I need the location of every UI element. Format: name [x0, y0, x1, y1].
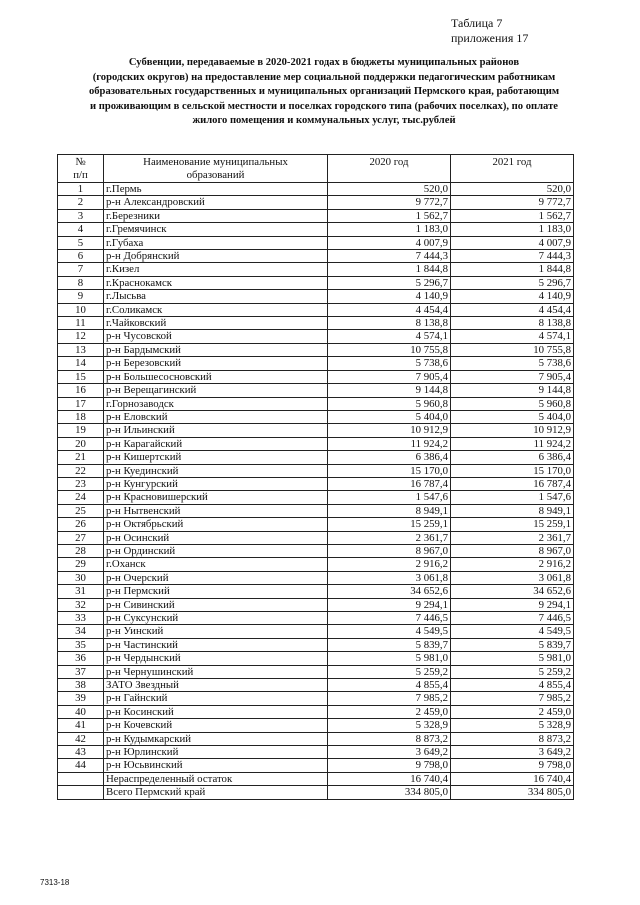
value-2020: 16 787,4 — [328, 477, 451, 490]
municipality-name: г.Кизел — [104, 263, 328, 276]
municipality-name: г.Оханск — [104, 558, 328, 571]
title-line: и проживающим в сельской местности и поселках городского типа (рабочих поселках), по оплате — [90, 100, 558, 112]
column-header-2021: 2021 год — [451, 155, 574, 183]
value-2020: 6 386,4 — [328, 451, 451, 464]
value-2021: 5 404,0 — [451, 410, 574, 423]
municipality-name: г.Лысьва — [104, 290, 328, 303]
value-2020: 9 798,0 — [328, 759, 451, 772]
municipality-name: г.Березники — [104, 209, 328, 222]
value-2021: 9 294,1 — [451, 598, 574, 611]
value-2021: 7 985,2 — [451, 692, 574, 705]
row-number: 6 — [58, 250, 104, 263]
table-row — [58, 665, 574, 678]
row-number: 38 — [58, 679, 104, 692]
value-2020: 5 296,7 — [328, 276, 451, 289]
row-number: 27 — [58, 531, 104, 544]
value-2021: 1 547,6 — [451, 491, 574, 504]
row-number: 23 — [58, 477, 104, 490]
row-number: 9 — [58, 290, 104, 303]
row-number: 35 — [58, 638, 104, 651]
value-2020: 1 844,8 — [328, 263, 451, 276]
value-2020: 15 170,0 — [328, 464, 451, 477]
value-2021: 2 361,7 — [451, 531, 574, 544]
value-2020: 5 328,9 — [328, 719, 451, 732]
header-text: образований — [186, 169, 245, 181]
row-number: 41 — [58, 719, 104, 732]
municipality-name: р-н Октябрьский — [104, 518, 328, 531]
value-2021: 3 649,2 — [451, 746, 574, 759]
municipality-name: р-н Еловский — [104, 410, 328, 423]
municipality-name: ЗАТО Звездный — [104, 679, 328, 692]
municipality-name: р-н Сивинский — [104, 598, 328, 611]
municipality-name: р-н Суксунский — [104, 612, 328, 625]
municipality-name: р-н Косинский — [104, 705, 328, 718]
header-text: № — [75, 156, 86, 168]
value-2020: 5 404,0 — [328, 410, 451, 423]
row-number: 8 — [58, 276, 104, 289]
municipality-name: р-н Кишертский — [104, 451, 328, 464]
table-row — [58, 276, 574, 289]
municipality-name: г.Горнозаводск — [104, 397, 328, 410]
row-number: 28 — [58, 544, 104, 557]
municipality-name: р-н Карагайский — [104, 437, 328, 450]
header-text: п/п — [73, 169, 88, 181]
value-2021: 520,0 — [451, 183, 574, 196]
table-row — [58, 625, 574, 638]
value-2021: 6 386,4 — [451, 451, 574, 464]
value-2021: 7 905,4 — [451, 370, 574, 383]
row-number: 36 — [58, 652, 104, 665]
value-2021: 334 805,0 — [451, 786, 574, 799]
table-reference — [451, 16, 528, 46]
value-2020: 9 144,8 — [328, 384, 451, 397]
table-row — [58, 544, 574, 557]
value-2020: 8 967,0 — [328, 544, 451, 557]
row-number: 19 — [58, 424, 104, 437]
value-2021: 9 798,0 — [451, 759, 574, 772]
row-number: 10 — [58, 303, 104, 316]
value-2021: 2 459,0 — [451, 705, 574, 718]
header-text: Наименование муниципальных — [143, 156, 288, 168]
municipality-name: г.Чайковский — [104, 317, 328, 330]
value-2020: 9 294,1 — [328, 598, 451, 611]
row-number: 32 — [58, 598, 104, 611]
value-2021: 8 873,2 — [451, 732, 574, 745]
row-number: 25 — [58, 504, 104, 517]
table-row — [58, 343, 574, 356]
value-2020: 5 960,8 — [328, 397, 451, 410]
value-2020: 8 138,8 — [328, 317, 451, 330]
value-2021: 7 446,5 — [451, 612, 574, 625]
municipality-name: р-н Куединский — [104, 464, 328, 477]
column-header-2020: 2020 год — [328, 155, 451, 183]
value-2021: 15 170,0 — [451, 464, 574, 477]
municipality-name: г.Соликамск — [104, 303, 328, 316]
table-row — [58, 263, 574, 276]
value-2021: 16 787,4 — [451, 477, 574, 490]
municipality-name: р-н Нытвенский — [104, 504, 328, 517]
municipality-name: р-н Александровский — [104, 196, 328, 209]
table-row — [58, 746, 574, 759]
municipality-name: р-н Чернушинский — [104, 665, 328, 678]
value-2020: 5 981,0 — [328, 652, 451, 665]
municipality-name: р-н Красновишерский — [104, 491, 328, 504]
title-line: жилого помещения и коммунальных услуг, тыс.рублей — [192, 115, 456, 127]
row-number: 2 — [58, 196, 104, 209]
table-row — [58, 638, 574, 651]
row-number: 14 — [58, 357, 104, 370]
table-row — [58, 451, 574, 464]
row-number: 4 — [58, 223, 104, 236]
table-row — [58, 317, 574, 330]
table-row — [58, 209, 574, 222]
table-row — [58, 652, 574, 665]
value-2020: 11 924,2 — [328, 437, 451, 450]
value-2020: 3 649,2 — [328, 746, 451, 759]
table-row — [58, 196, 574, 209]
value-2020: 520,0 — [328, 183, 451, 196]
value-2021: 5 296,7 — [451, 276, 574, 289]
value-2020: 4 140,9 — [328, 290, 451, 303]
table-row — [58, 183, 574, 196]
value-2021: 5 259,2 — [451, 665, 574, 678]
row-number: 43 — [58, 746, 104, 759]
row-number: 12 — [58, 330, 104, 343]
row-number: 42 — [58, 732, 104, 745]
value-2021: 1 844,8 — [451, 263, 574, 276]
row-number: 40 — [58, 705, 104, 718]
value-2020: 5 259,2 — [328, 665, 451, 678]
municipality-name: р-н Березовский — [104, 357, 328, 370]
value-2020: 3 061,8 — [328, 571, 451, 584]
title-line: образовательных государственных и муниципальных организаций Пермского края, работающим — [88, 86, 560, 98]
value-2021: 4 549,5 — [451, 625, 574, 638]
table-row — [58, 477, 574, 490]
value-2020: 10 755,8 — [328, 343, 451, 356]
value-2020: 2 361,7 — [328, 531, 451, 544]
municipality-name: р-н Очерский — [104, 571, 328, 584]
row-number: 15 — [58, 370, 104, 383]
table-row — [58, 531, 574, 544]
table-row — [58, 410, 574, 423]
municipality-name: г.Губаха — [104, 236, 328, 249]
table-row — [58, 732, 574, 745]
value-2021: 4 007,9 — [451, 236, 574, 249]
row-number: 18 — [58, 410, 104, 423]
municipality-name: р-н Ординский — [104, 544, 328, 557]
table-row — [58, 759, 574, 772]
table-row — [58, 598, 574, 611]
column-header-number — [58, 155, 104, 183]
municipality-name: г.Краснокамск — [104, 276, 328, 289]
municipality-name: р-н Чердынский — [104, 652, 328, 665]
value-2020: 5 738,6 — [328, 357, 451, 370]
value-2020: 7 446,5 — [328, 612, 451, 625]
table-row — [58, 679, 574, 692]
table-row — [58, 424, 574, 437]
municipality-name: р-н Верещагинский — [104, 384, 328, 397]
municipality-name: р-н Бардымский — [104, 343, 328, 356]
row-number: 33 — [58, 612, 104, 625]
appendix-reference: приложения 17 — [451, 31, 529, 45]
table-row — [58, 612, 574, 625]
value-2021: 5 738,6 — [451, 357, 574, 370]
table-row — [58, 518, 574, 531]
value-2020: 1 547,6 — [328, 491, 451, 504]
municipality-name: Всего Пермский край — [104, 786, 328, 799]
value-2020: 4 007,9 — [328, 236, 451, 249]
table-row — [58, 236, 574, 249]
document-title — [40, 56, 608, 129]
row-number: 1 — [58, 183, 104, 196]
document-code: 7313-18 — [40, 878, 70, 887]
value-2020: 1 562,7 — [328, 209, 451, 222]
row-number: 34 — [58, 625, 104, 638]
row-number: 30 — [58, 571, 104, 584]
table-row — [58, 692, 574, 705]
municipality-name: г.Гремячинск — [104, 223, 328, 236]
title-line: Субвенции, передаваемые в 2020-2021 годах в бюджеты муниципальных районов — [128, 57, 520, 68]
row-number: 21 — [58, 451, 104, 464]
table-row — [58, 504, 574, 517]
value-2020: 5 839,7 — [328, 638, 451, 651]
table-row — [58, 571, 574, 584]
municipality-name: р-н Пермский — [104, 585, 328, 598]
value-2020: 4 549,5 — [328, 625, 451, 638]
value-2021: 9 144,8 — [451, 384, 574, 397]
title-line: (городских округов) на предоставление мер социальной поддержки педагогическим работникам — [92, 71, 556, 83]
row-number: 31 — [58, 585, 104, 598]
row-number: 3 — [58, 209, 104, 222]
value-2020: 334 805,0 — [328, 786, 451, 799]
municipality-name: р-н Юсьвинский — [104, 759, 328, 772]
value-2021: 4 574,1 — [451, 330, 574, 343]
municipality-name: р-н Частинский — [104, 638, 328, 651]
table-row — [58, 719, 574, 732]
row-number: 26 — [58, 518, 104, 531]
value-2021: 1 562,7 — [451, 209, 574, 222]
row-number: 13 — [58, 343, 104, 356]
value-2020: 1 183,0 — [328, 223, 451, 236]
row-number — [58, 772, 104, 785]
row-number: 29 — [58, 558, 104, 571]
value-2021: 5 328,9 — [451, 719, 574, 732]
municipality-name: р-н Большесосновский — [104, 370, 328, 383]
value-2021: 7 444,3 — [451, 250, 574, 263]
table-row — [58, 786, 574, 799]
table-body — [58, 183, 574, 800]
table-row — [58, 464, 574, 477]
table-row — [58, 397, 574, 410]
row-number: 37 — [58, 665, 104, 678]
table-header-row — [58, 155, 574, 183]
value-2021: 4 855,4 — [451, 679, 574, 692]
row-number: 20 — [58, 437, 104, 450]
value-2021: 4 454,4 — [451, 303, 574, 316]
value-2021: 15 259,1 — [451, 518, 574, 531]
value-2020: 9 772,7 — [328, 196, 451, 209]
value-2021: 3 061,8 — [451, 571, 574, 584]
municipality-name: р-н Уинский — [104, 625, 328, 638]
value-2020: 16 740,4 — [328, 772, 451, 785]
table-row — [58, 357, 574, 370]
row-number: 44 — [58, 759, 104, 772]
value-2021: 8 138,8 — [451, 317, 574, 330]
value-2021: 9 772,7 — [451, 196, 574, 209]
value-2021: 10 755,8 — [451, 343, 574, 356]
value-2020: 8 873,2 — [328, 732, 451, 745]
municipality-name: р-н Чусовской — [104, 330, 328, 343]
row-number: 17 — [58, 397, 104, 410]
table-row — [58, 585, 574, 598]
table-row — [58, 437, 574, 450]
value-2020: 15 259,1 — [328, 518, 451, 531]
table-row — [58, 290, 574, 303]
table-row — [58, 303, 574, 316]
table-row — [58, 558, 574, 571]
row-number: 24 — [58, 491, 104, 504]
value-2021: 5 960,8 — [451, 397, 574, 410]
table-row — [58, 250, 574, 263]
value-2020: 7 905,4 — [328, 370, 451, 383]
table-row — [58, 772, 574, 785]
municipality-name: р-н Добрянский — [104, 250, 328, 263]
value-2021: 2 916,2 — [451, 558, 574, 571]
row-number — [58, 786, 104, 799]
value-2021: 34 652,6 — [451, 585, 574, 598]
row-number: 22 — [58, 464, 104, 477]
municipality-name: Нераспределенный остаток — [104, 772, 328, 785]
value-2020: 4 855,4 — [328, 679, 451, 692]
value-2021: 11 924,2 — [451, 437, 574, 450]
municipality-name: р-н Осинский — [104, 531, 328, 544]
table-row — [58, 370, 574, 383]
row-number: 16 — [58, 384, 104, 397]
value-2021: 4 140,9 — [451, 290, 574, 303]
municipality-name: р-н Гайнский — [104, 692, 328, 705]
municipality-name: р-н Ильинский — [104, 424, 328, 437]
value-2021: 8 949,1 — [451, 504, 574, 517]
table-row — [58, 223, 574, 236]
value-2021: 1 183,0 — [451, 223, 574, 236]
value-2020: 8 949,1 — [328, 504, 451, 517]
row-number: 5 — [58, 236, 104, 249]
value-2020: 2 916,2 — [328, 558, 451, 571]
municipality-name: р-н Кочевский — [104, 719, 328, 732]
municipality-name: р-н Юрлинский — [104, 746, 328, 759]
column-header-name — [104, 155, 328, 183]
value-2021: 10 912,9 — [451, 424, 574, 437]
value-2020: 4 454,4 — [328, 303, 451, 316]
value-2021: 5 839,7 — [451, 638, 574, 651]
row-number: 7 — [58, 263, 104, 276]
table-row — [58, 705, 574, 718]
value-2020: 34 652,6 — [328, 585, 451, 598]
table-number: Таблица 7 — [451, 16, 503, 30]
table-row — [58, 384, 574, 397]
table-row — [58, 330, 574, 343]
value-2020: 4 574,1 — [328, 330, 451, 343]
value-2021: 16 740,4 — [451, 772, 574, 785]
row-number: 11 — [58, 317, 104, 330]
value-2021: 8 967,0 — [451, 544, 574, 557]
value-2021: 5 981,0 — [451, 652, 574, 665]
value-2020: 2 459,0 — [328, 705, 451, 718]
municipality-name: р-н Кудымкарский — [104, 732, 328, 745]
value-2020: 7 985,2 — [328, 692, 451, 705]
value-2020: 7 444,3 — [328, 250, 451, 263]
municipality-name: г.Пермь — [104, 183, 328, 196]
value-2020: 10 912,9 — [328, 424, 451, 437]
municipality-name: р-н Кунгурский — [104, 477, 328, 490]
row-number: 39 — [58, 692, 104, 705]
subventions-table — [57, 154, 574, 800]
table-row — [58, 491, 574, 504]
